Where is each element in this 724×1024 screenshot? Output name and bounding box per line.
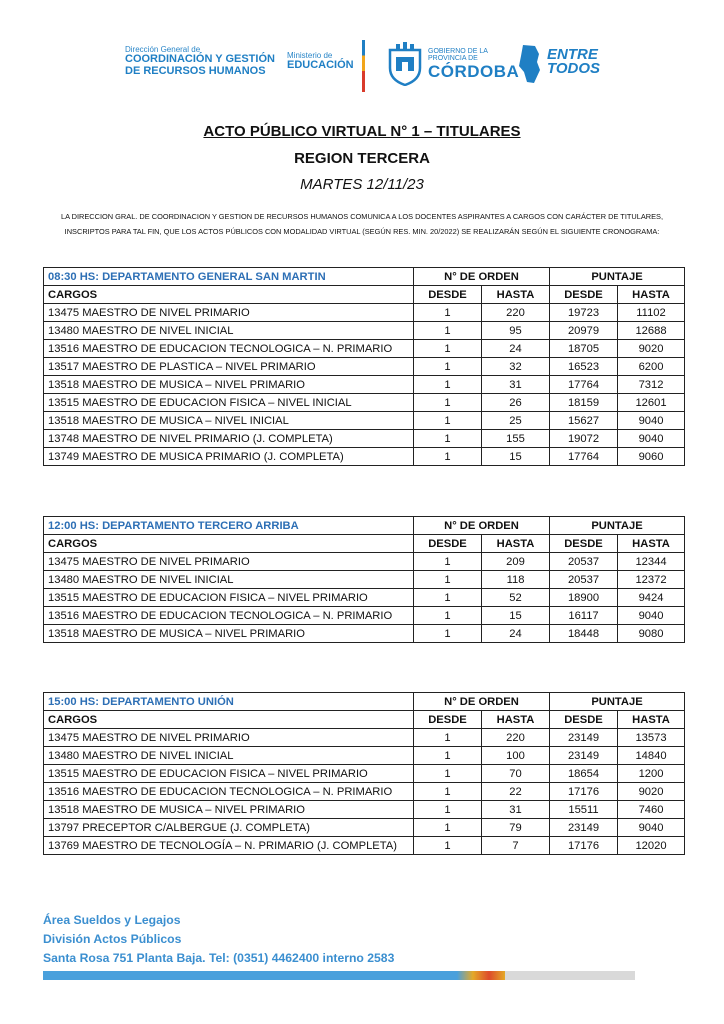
ministerio-logo-line2: EDUCACIÓN — [287, 59, 354, 72]
schedule-table-tercero-arriba — [43, 516, 685, 643]
cargos-header: CARGOS — [44, 286, 414, 304]
orden-header: N° DE ORDEN — [414, 693, 550, 711]
orden-hasta-header: HASTA — [482, 535, 550, 553]
schedule-heading: 15:00 HS: DEPARTAMENTO UNIÓN — [44, 693, 414, 711]
table-heading-row — [44, 268, 685, 286]
table-row — [44, 412, 685, 430]
cargo-cell: 13518 MAESTRO DE MUSICA – NIVEL PRIMARIO — [44, 625, 414, 643]
table-row — [44, 837, 685, 855]
table-heading-row — [44, 517, 685, 535]
table-row — [44, 589, 685, 607]
orden-desde-cell: 1 — [414, 340, 482, 358]
puntaje-desde-cell: 20537 — [550, 553, 618, 571]
puntaje-desde-header: DESDE — [550, 535, 618, 553]
puntaje-desde-cell: 17764 — [550, 448, 618, 466]
rrhh-logo — [125, 46, 275, 77]
orden-hasta-cell: 24 — [482, 340, 550, 358]
orden-desde-cell: 1 — [414, 837, 482, 855]
puntaje-hasta-cell: 12372 — [618, 571, 685, 589]
cargo-cell: 13748 MAESTRO DE NIVEL PRIMARIO (J. COMPLETA) — [44, 430, 414, 448]
orden-desde-cell: 1 — [414, 625, 482, 643]
color-divider — [362, 40, 365, 92]
province-map-icon — [517, 44, 541, 84]
cargo-cell: 13515 MAESTRO DE EDUCACION FISICA – NIVEL PRIMARIO — [44, 765, 414, 783]
ministerio-logo — [287, 52, 354, 72]
cargo-cell: 13515 MAESTRO DE EDUCACION FISICA – NIVEL INICIAL — [44, 394, 414, 412]
orden-hasta-cell: 100 — [482, 747, 550, 765]
puntaje-desde-header: DESDE — [550, 286, 618, 304]
gobierno-logo-line1: GOBIERNO DE LA — [428, 48, 488, 55]
puntaje-desde-cell: 17764 — [550, 376, 618, 394]
table-row — [44, 607, 685, 625]
puntaje-hasta-cell: 9040 — [618, 819, 685, 837]
table-heading-row — [44, 693, 685, 711]
footer-division: División Actos Públicos — [43, 932, 182, 946]
table-row — [44, 765, 685, 783]
orden-hasta-cell: 220 — [482, 729, 550, 747]
puntaje-hasta-cell: 1200 — [618, 765, 685, 783]
gobierno-logo-line2: PROVINCIA DE — [428, 55, 478, 63]
entre-todos-line2: TODOS — [547, 60, 601, 78]
puntaje-desde-cell: 18159 — [550, 394, 618, 412]
page-title: ACTO PÚBLICO VIRTUAL N° 1 – TITULARES — [203, 123, 521, 140]
puntaje-hasta-cell: 6200 — [618, 358, 685, 376]
puntaje-hasta-cell: 13573 — [618, 729, 685, 747]
puntaje-desde-cell: 18900 — [550, 589, 618, 607]
orden-hasta-cell: 25 — [482, 412, 550, 430]
puntaje-desde-cell: 16523 — [550, 358, 618, 376]
orden-hasta-header: HASTA — [482, 286, 550, 304]
orden-hasta-cell: 7 — [482, 837, 550, 855]
cordoba-shield-icon — [387, 42, 423, 86]
table-row — [44, 304, 685, 322]
table-row — [44, 729, 685, 747]
orden-hasta-cell: 95 — [482, 322, 550, 340]
orden-hasta-cell: 155 — [482, 430, 550, 448]
table-row — [44, 625, 685, 643]
table-row — [44, 358, 685, 376]
puntaje-hasta-cell: 12020 — [618, 837, 685, 855]
cargo-cell: 13517 MAESTRO DE PLASTICA – NIVEL PRIMARIO — [44, 358, 414, 376]
orden-hasta-cell: 15 — [482, 448, 550, 466]
table-row — [44, 430, 685, 448]
table-row — [44, 340, 685, 358]
orden-hasta-cell: 24 — [482, 625, 550, 643]
gobierno-logo — [428, 48, 519, 81]
cargo-cell: 13475 MAESTRO DE NIVEL PRIMARIO — [44, 553, 414, 571]
orden-desde-cell: 1 — [414, 819, 482, 837]
table-subheader-row — [44, 711, 685, 729]
puntaje-hasta-cell: 7460 — [618, 801, 685, 819]
table-row — [44, 747, 685, 765]
puntaje-hasta-cell: 9040 — [618, 412, 685, 430]
orden-desde-header: DESDE — [414, 535, 482, 553]
puntaje-header: PUNTAJE — [550, 517, 685, 535]
footer-address: Santa Rosa 751 Planta Baja. Tel: (0351) 4462400 interno 2583 — [43, 951, 395, 965]
cargo-cell: 13516 MAESTRO DE EDUCACION TECNOLOGICA – N. PRIMARIO — [44, 607, 414, 625]
puntaje-desde-cell: 15511 — [550, 801, 618, 819]
orden-desde-cell: 1 — [414, 304, 482, 322]
orden-hasta-cell: 209 — [482, 553, 550, 571]
puntaje-hasta-cell: 9040 — [618, 430, 685, 448]
orden-hasta-cell: 31 — [482, 376, 550, 394]
cargo-cell: 13480 MAESTRO DE NIVEL INICIAL — [44, 747, 414, 765]
orden-header: N° DE ORDEN — [414, 517, 550, 535]
schedule-table-union — [43, 692, 685, 855]
cargo-cell: 13475 MAESTRO DE NIVEL PRIMARIO — [44, 304, 414, 322]
schedule-heading: 08:30 HS: DEPARTAMENTO GENERAL SAN MARTIN — [44, 268, 414, 286]
puntaje-desde-header: DESDE — [550, 711, 618, 729]
puntaje-desde-cell: 18705 — [550, 340, 618, 358]
puntaje-desde-cell: 16117 — [550, 607, 618, 625]
cargo-cell: 13480 MAESTRO DE NIVEL INICIAL — [44, 322, 414, 340]
puntaje-desde-cell: 15627 — [550, 412, 618, 430]
orden-desde-cell: 1 — [414, 412, 482, 430]
cargo-cell: 13518 MAESTRO DE MUSICA – NIVEL PRIMARIO — [44, 801, 414, 819]
orden-hasta-cell: 118 — [482, 571, 550, 589]
orden-desde-cell: 1 — [414, 765, 482, 783]
orden-hasta-cell: 52 — [482, 589, 550, 607]
footer-contact — [43, 911, 394, 968]
ministerio-logo-line1: Ministerio de — [287, 51, 333, 60]
puntaje-desde-cell: 19072 — [550, 430, 618, 448]
region-title: REGION TERCERA — [294, 150, 430, 167]
puntaje-hasta-cell: 14840 — [618, 747, 685, 765]
table-row — [44, 322, 685, 340]
cargo-cell: 13518 MAESTRO DE MUSICA – NIVEL PRIMARIO — [44, 376, 414, 394]
table-subheader-row — [44, 535, 685, 553]
cargo-cell: 13480 MAESTRO DE NIVEL INICIAL — [44, 571, 414, 589]
table-row — [44, 448, 685, 466]
header-logos — [125, 40, 605, 100]
puntaje-hasta-cell: 9020 — [618, 340, 685, 358]
puntaje-hasta-cell: 9424 — [618, 589, 685, 607]
date-subtitle: MARTES 12/11/23 — [300, 176, 424, 193]
orden-header: N° DE ORDEN — [414, 268, 550, 286]
orden-hasta-cell: 79 — [482, 819, 550, 837]
orden-hasta-cell: 22 — [482, 783, 550, 801]
orden-desde-cell: 1 — [414, 589, 482, 607]
cargo-cell: 13516 MAESTRO DE EDUCACION TECNOLOGICA – N. PRIMARIO — [44, 340, 414, 358]
puntaje-desde-cell: 17176 — [550, 837, 618, 855]
orden-desde-cell: 1 — [414, 607, 482, 625]
schedule-heading: 12:00 HS: DEPARTAMENTO TERCERO ARRIBA — [44, 517, 414, 535]
orden-desde-header: DESDE — [414, 286, 482, 304]
puntaje-desde-cell: 23149 — [550, 819, 618, 837]
puntaje-hasta-header: HASTA — [618, 535, 685, 553]
table-subheader-row — [44, 286, 685, 304]
orden-hasta-cell: 31 — [482, 801, 550, 819]
orden-desde-cell: 1 — [414, 801, 482, 819]
puntaje-hasta-cell: 9020 — [618, 783, 685, 801]
orden-desde-cell: 1 — [414, 322, 482, 340]
puntaje-hasta-cell: 9080 — [618, 625, 685, 643]
puntaje-hasta-cell: 11102 — [618, 304, 685, 322]
orden-desde-cell: 1 — [414, 376, 482, 394]
table-row — [44, 571, 685, 589]
cargo-cell: 13516 MAESTRO DE EDUCACION TECNOLOGICA – N. PRIMARIO — [44, 783, 414, 801]
puntaje-desde-cell: 19723 — [550, 304, 618, 322]
cargos-header: CARGOS — [44, 535, 414, 553]
entre-todos-logo — [547, 48, 600, 77]
table-row — [44, 376, 685, 394]
rrhh-logo-line3: DE RECURSOS HUMANOS — [125, 64, 266, 77]
puntaje-hasta-cell: 9040 — [618, 607, 685, 625]
puntaje-hasta-header: HASTA — [618, 711, 685, 729]
orden-desde-cell: 1 — [414, 448, 482, 466]
table-row — [44, 783, 685, 801]
orden-hasta-header: HASTA — [482, 711, 550, 729]
orden-desde-cell: 1 — [414, 430, 482, 448]
cargo-cell: 13749 MAESTRO DE MUSICA PRIMARIO (J. COMPLETA) — [44, 448, 414, 466]
table-row — [44, 801, 685, 819]
cargo-cell: 13797 PRECEPTOR C/ALBERGUE (J. COMPLETA) — [44, 819, 414, 837]
puntaje-hasta-cell: 9060 — [618, 448, 685, 466]
puntaje-hasta-cell: 12344 — [618, 553, 685, 571]
intro-paragraph: LA DIRECCION GRAL. DE COORDINACION Y GESTION DE RECURSOS HUMANOS COMUNICA A LOS DOCENTES ASPIRANTES A CARGOS CON CARÁCTER DE TITULARES, INSCRIPTOS PARA TAL FIN, QUE LOS ACTOS PÚBLICOS CON MODALIDAD VIRTUAL (SEGÚN RES. MIN. 20/2022) SE REALIZARÁN SEGÚN EL SIGUIENTE CRONOGRAMA: — [60, 212, 664, 236]
puntaje-desde-cell: 17176 — [550, 783, 618, 801]
orden-desde-cell: 1 — [414, 783, 482, 801]
footer-area: Área Sueldos y Legajos — [43, 913, 181, 927]
puntaje-hasta-cell: 12601 — [618, 394, 685, 412]
orden-hasta-cell: 32 — [482, 358, 550, 376]
rrhh-logo-line2: COORDINACIÓN Y GESTIÓN — [125, 53, 275, 66]
orden-hasta-cell: 15 — [482, 607, 550, 625]
rrhh-logo-line1: Dirección General de — [125, 45, 201, 54]
puntaje-header: PUNTAJE — [550, 268, 685, 286]
schedule-table-san-martin — [43, 267, 685, 466]
footer-color-stripe — [43, 971, 635, 980]
orden-hasta-cell: 70 — [482, 765, 550, 783]
puntaje-desde-cell: 18448 — [550, 625, 618, 643]
table-row — [44, 819, 685, 837]
orden-hasta-cell: 26 — [482, 394, 550, 412]
orden-hasta-cell: 220 — [482, 304, 550, 322]
puntaje-desde-cell: 23149 — [550, 747, 618, 765]
orden-desde-cell: 1 — [414, 394, 482, 412]
puntaje-hasta-header: HASTA — [618, 286, 685, 304]
orden-desde-cell: 1 — [414, 747, 482, 765]
cargo-cell: 13518 MAESTRO DE MUSICA – NIVEL INICIAL — [44, 412, 414, 430]
puntaje-header: PUNTAJE — [550, 693, 685, 711]
orden-desde-cell: 1 — [414, 553, 482, 571]
puntaje-desde-cell: 18654 — [550, 765, 618, 783]
cargo-cell: 13515 MAESTRO DE EDUCACION FISICA – NIVEL PRIMARIO — [44, 589, 414, 607]
table-row — [44, 553, 685, 571]
orden-desde-cell: 1 — [414, 358, 482, 376]
cargos-header: CARGOS — [44, 711, 414, 729]
orden-desde-cell: 1 — [414, 729, 482, 747]
orden-desde-cell: 1 — [414, 571, 482, 589]
cargo-cell: 13769 MAESTRO DE TECNOLOGÍA – N. PRIMARIO (J. COMPLETA) — [44, 837, 414, 855]
gobierno-logo-line3: CÓRDOBA — [428, 61, 520, 81]
entre-todos-line1: ENTRE — [547, 46, 598, 63]
puntaje-desde-cell: 20979 — [550, 322, 618, 340]
puntaje-hasta-cell: 7312 — [618, 376, 685, 394]
orden-desde-header: DESDE — [414, 711, 482, 729]
table-row — [44, 394, 685, 412]
cargo-cell: 13475 MAESTRO DE NIVEL PRIMARIO — [44, 729, 414, 747]
puntaje-desde-cell: 23149 — [550, 729, 618, 747]
puntaje-hasta-cell: 12688 — [618, 322, 685, 340]
puntaje-desde-cell: 20537 — [550, 571, 618, 589]
